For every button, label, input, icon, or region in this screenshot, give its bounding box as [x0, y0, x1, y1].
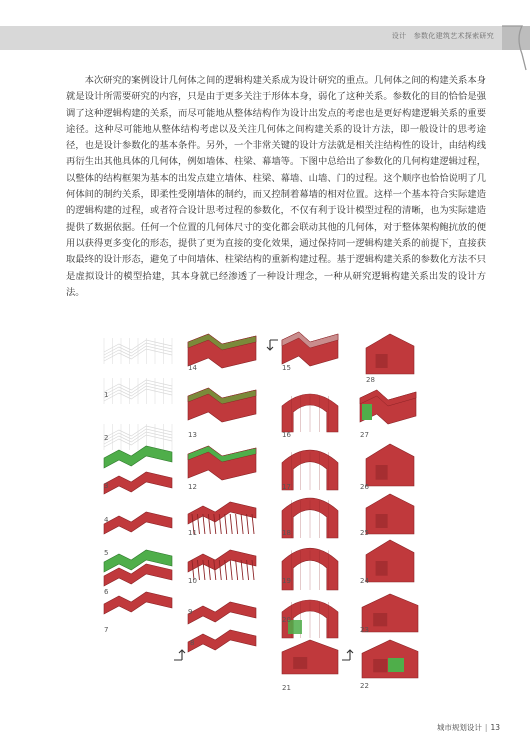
- figure-item-28: [366, 334, 414, 374]
- figure-item-16: [282, 394, 338, 432]
- figure-label-8: 8: [190, 639, 195, 647]
- figure-label-19: 19: [282, 577, 291, 585]
- figure-label-10: 10: [188, 577, 197, 585]
- figure-label-3: 3: [104, 482, 109, 490]
- figure-label-14: 14: [188, 364, 197, 372]
- figure-label-9: 9: [188, 608, 193, 616]
- figure-label-18: 18: [282, 529, 291, 537]
- figure-item-8: [188, 630, 256, 652]
- figure-item-4: [104, 472, 172, 494]
- figure-item-5: [104, 512, 172, 534]
- page-number: 13: [490, 723, 500, 732]
- figure-label-17: 17: [282, 483, 291, 491]
- figure-label-4: 4: [104, 516, 109, 524]
- figure-label-20: 20: [282, 616, 291, 624]
- figure-item-23: [362, 594, 418, 632]
- figure-label-1: 1: [104, 391, 109, 399]
- figure-label-25: 25: [360, 529, 369, 537]
- running-head: 设计 参数化建筑艺术探索研究: [391, 32, 494, 40]
- figure-label-15: 15: [282, 364, 291, 372]
- footer: [437, 722, 500, 733]
- figure-arrow-up-2: [342, 650, 353, 660]
- figure-item-24: [366, 540, 414, 582]
- figure-item-7: [104, 592, 172, 614]
- figure-label-16: 16: [282, 431, 291, 439]
- figure-label-22: 22: [360, 682, 369, 690]
- figure-label-24: 24: [360, 577, 369, 585]
- figure-item-6-base: [104, 564, 172, 586]
- figure-item-26: [366, 444, 414, 486]
- figure-label-12: 12: [188, 483, 197, 491]
- footer-separator: |: [484, 723, 488, 732]
- figure-item-9: [188, 602, 256, 624]
- figure-item-3: [104, 424, 172, 450]
- body-paragraph: 本次研究的案例设计几何体之间的逻辑构建关系成为设计研究的重点。几何体之间的构建关系本身就是设计所需要研究的内容，只是由于更多关注于形体本身，弱化了这种关系。参数化的目的恰恰是强调了这种逻辑构建的关系，而尽可能地从整体结构作为设计出发点的考虑也是更好构建逻辑关系的重要途径。这种尽可能地从整体结构考虑以及关注几何体之间构建关系的设计方法，即一般设计的思考途径，也是设计参数化的基本条件。另外，一个非常关键的设计方法就是相关注结构性的设计，由结构线再衍生出其他具体的几何体，例如墙体、柱梁、幕墙等。下图中总给出了参数化的几何构建逻辑过程，以整体的结构框架为基本的出发点建立墙体、柱梁、幕墙、山墙、门的过程。这个顺序也恰恰说明了几何体间的制约关系，即柔性受刚墙体的制约，而又控制着幕墙的相对位置。这样一个基本符合实际建造的逻辑构建的过程，或者符合设计思考过程的参数化，不仅有利于设计模型过程的清晰，也为实际建造提供了数据依据。任何一个位置的几何体尺寸的变化都会联动其他的几何体，对于整体架构鲍抗放的便用以获得更多变化的形态，提供了更为直接的变化效果，通过保持同一逻辑构建关系的前提下，直接获取最终的设计形态，避免了中间墙体、柱梁结构的重新构建过程。基于逻辑构建关系的参数化方法不只是虚拟设计的模型拾建，其本身就已经渗透了一种设计理念，一种从研究逻辑构建关系出发的设计方法。: [66, 75, 486, 298]
- figure-item-21: [282, 640, 338, 674]
- figure-item-27-door: [362, 404, 372, 420]
- figure-arrow-up-1: [174, 650, 185, 660]
- figure-item-25: [366, 494, 414, 534]
- journal-name: 城市规划设计: [436, 723, 482, 732]
- figure-label-21: 21: [282, 684, 291, 692]
- figure-item-2: [104, 378, 172, 404]
- figure-label-23: 23: [360, 626, 369, 634]
- figure-label-26: 26: [360, 483, 369, 491]
- figure-label-28: 28: [366, 376, 375, 384]
- figure-item-1: [104, 338, 172, 364]
- figure-label-27: 27: [360, 431, 369, 439]
- figure-arrow-down: [267, 340, 278, 350]
- figure-label-5: 5: [104, 549, 109, 557]
- figure-label-11: 11: [188, 529, 197, 537]
- figure-label-13: 13: [188, 431, 197, 439]
- figure-label-2: 2: [104, 434, 109, 442]
- figure-item-12: [188, 446, 256, 480]
- figure-label-6: 6: [104, 588, 109, 596]
- figure-item-13: [188, 388, 256, 422]
- figure-label-7: 7: [104, 626, 109, 634]
- figure-item-14: [188, 334, 256, 368]
- figure-item-22-door: [388, 658, 404, 672]
- figure-item-15: [282, 332, 338, 366]
